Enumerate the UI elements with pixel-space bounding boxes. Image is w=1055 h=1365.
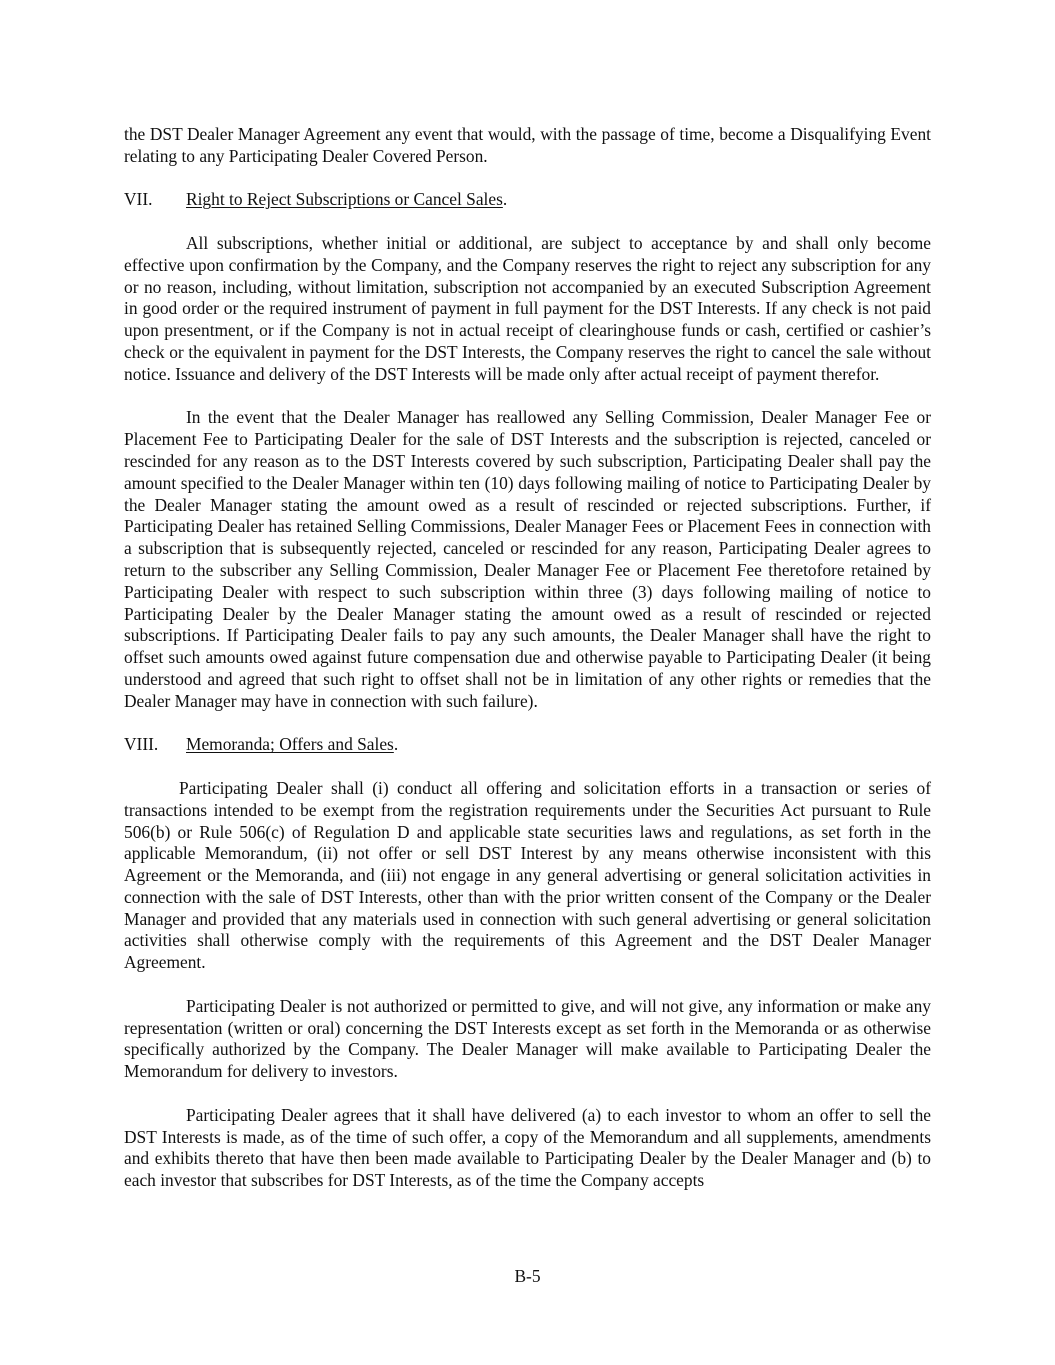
document-page (124, 124, 931, 1214)
section-title: Right to Reject Subscriptions or Cancel Sales (186, 189, 503, 210)
paragraph-subscription-acceptance: All subscriptions, whether initial or additional, are subject to acceptance by and shall only become effective upon confirmation by the Company, and the Company reserves the right to reject any subscription for any or no reason, including, without limitation, subscription not accompanied by an executed Subscription Agreement in good order or the required instrument of payment in full payment for the DST Interests. If any check is not paid upon presentment, or if the Company is not in actual receipt of clearinghouse funds or cash, certified or cashier’s check or the equivalent in payment for the DST Interests, the Company reserves the right to cancel the sale without notice. Issuance and delivery of the DST Interests will be made only after actual receipt of payment therefor. (124, 232, 931, 384)
paragraph-rescinded-subscriptions: In the event that the Dealer Manager has reallowed any Selling Commission, Dealer Manager Fee or Placement Fee to Participating Dealer for the sale of DST Interests and the subscription is rejected, canceled or rescinded for any reason as to the DST Interests covered by such subscription, Participating Dealer shall pay the amount specified to the Dealer Manager within ten (10) days following mailing of notice to Participating Dealer by the Dealer Manager stating the amount owed as a result of rescinded or rejected subscriptions. Further, if Participating Dealer has retained Selling Commissions, Dealer Manager Fees or Placement Fees in connection with a subscription that is subsequently rejected, canceled or rescinded for any reason, Participating Dealer agrees to return to the subscriber any Selling Commission, Dealer Manager Fee or Placement Fee theretofore retained by Participating Dealer with respect to such subscription within three (3) days following mailing of notice to Participating Dealer by the Dealer Manager stating the amount owed as a result of rescinded or rejected subscriptions. If Participating Dealer fails to pay any such amounts, the Dealer Manager shall have the right to offset such amounts owed against future compensation due and otherwise payable to Participating Dealer (it being understood and agreed that such right to offset shall not be in limitation of any other rights or remedies that the Dealer Manager may have in connection with such failure). (124, 407, 931, 711)
paragraph-no-authorization: Participating Dealer is not authorized or permitted to give, and will not give, any information or make any representation (written or oral) concerning the DST Interests except as set forth in the Memoranda or as otherwise specifically authorized by the Company. The Dealer Manager will make available to Participating Dealer the Memorandum for delivery to investors. (124, 995, 931, 1082)
page-number: B-5 (514, 1266, 541, 1286)
section-title: Memoranda; Offers and Sales (186, 734, 394, 755)
section-heading-vii (124, 189, 931, 211)
section-title-period: . (393, 734, 399, 755)
section-title-period: . (502, 189, 508, 210)
paragraph-offering-efforts: Participating Dealer shall (i) conduct all offering and solicitation efforts in a transaction or series of transactions intended to be exempt from the registration requirements under the Securities Act pursuant to Rule 506(b) or Rule 506(c) of Regulation D and applicable state securities laws and regulations, as set forth in the applicable Memorandum, (ii) not offer or sell DST Interest by any means otherwise inconsistent with this Agreement or the Memoranda, and (iii) not engage in any general advertising or general solicitation activities in connection with the sale of DST Interests, other than with the prior written consent of the Company or the Dealer Manager and provided that any materials used in connection with such general advertising or general solicitation activities shall otherwise comply with the requirements of this Agreement and the DST Dealer Manager Agreement. (124, 777, 931, 973)
paragraph-continuation: the DST Dealer Manager Agreement any event that would, with the passage of time, become a Disqualifying Event relating to any Participating Dealer Covered Person. (124, 124, 931, 166)
section-number: VII. (124, 189, 153, 210)
section-number: VIII. (124, 734, 159, 755)
section-heading-viii (124, 734, 931, 756)
paragraph-memorandum-delivery: Participating Dealer agrees that it shall have delivered (a) to each investor to whom an offer to sell the DST Interests is made, as of the time of such offer, a copy of the Memorandum and all supplements, amendments and exhibits thereto that have then been made available to Participating Dealer by the Dealer Manager and (b) to each investor that subscribes for DST Interests, as of the time the Company accepts (124, 1104, 931, 1191)
